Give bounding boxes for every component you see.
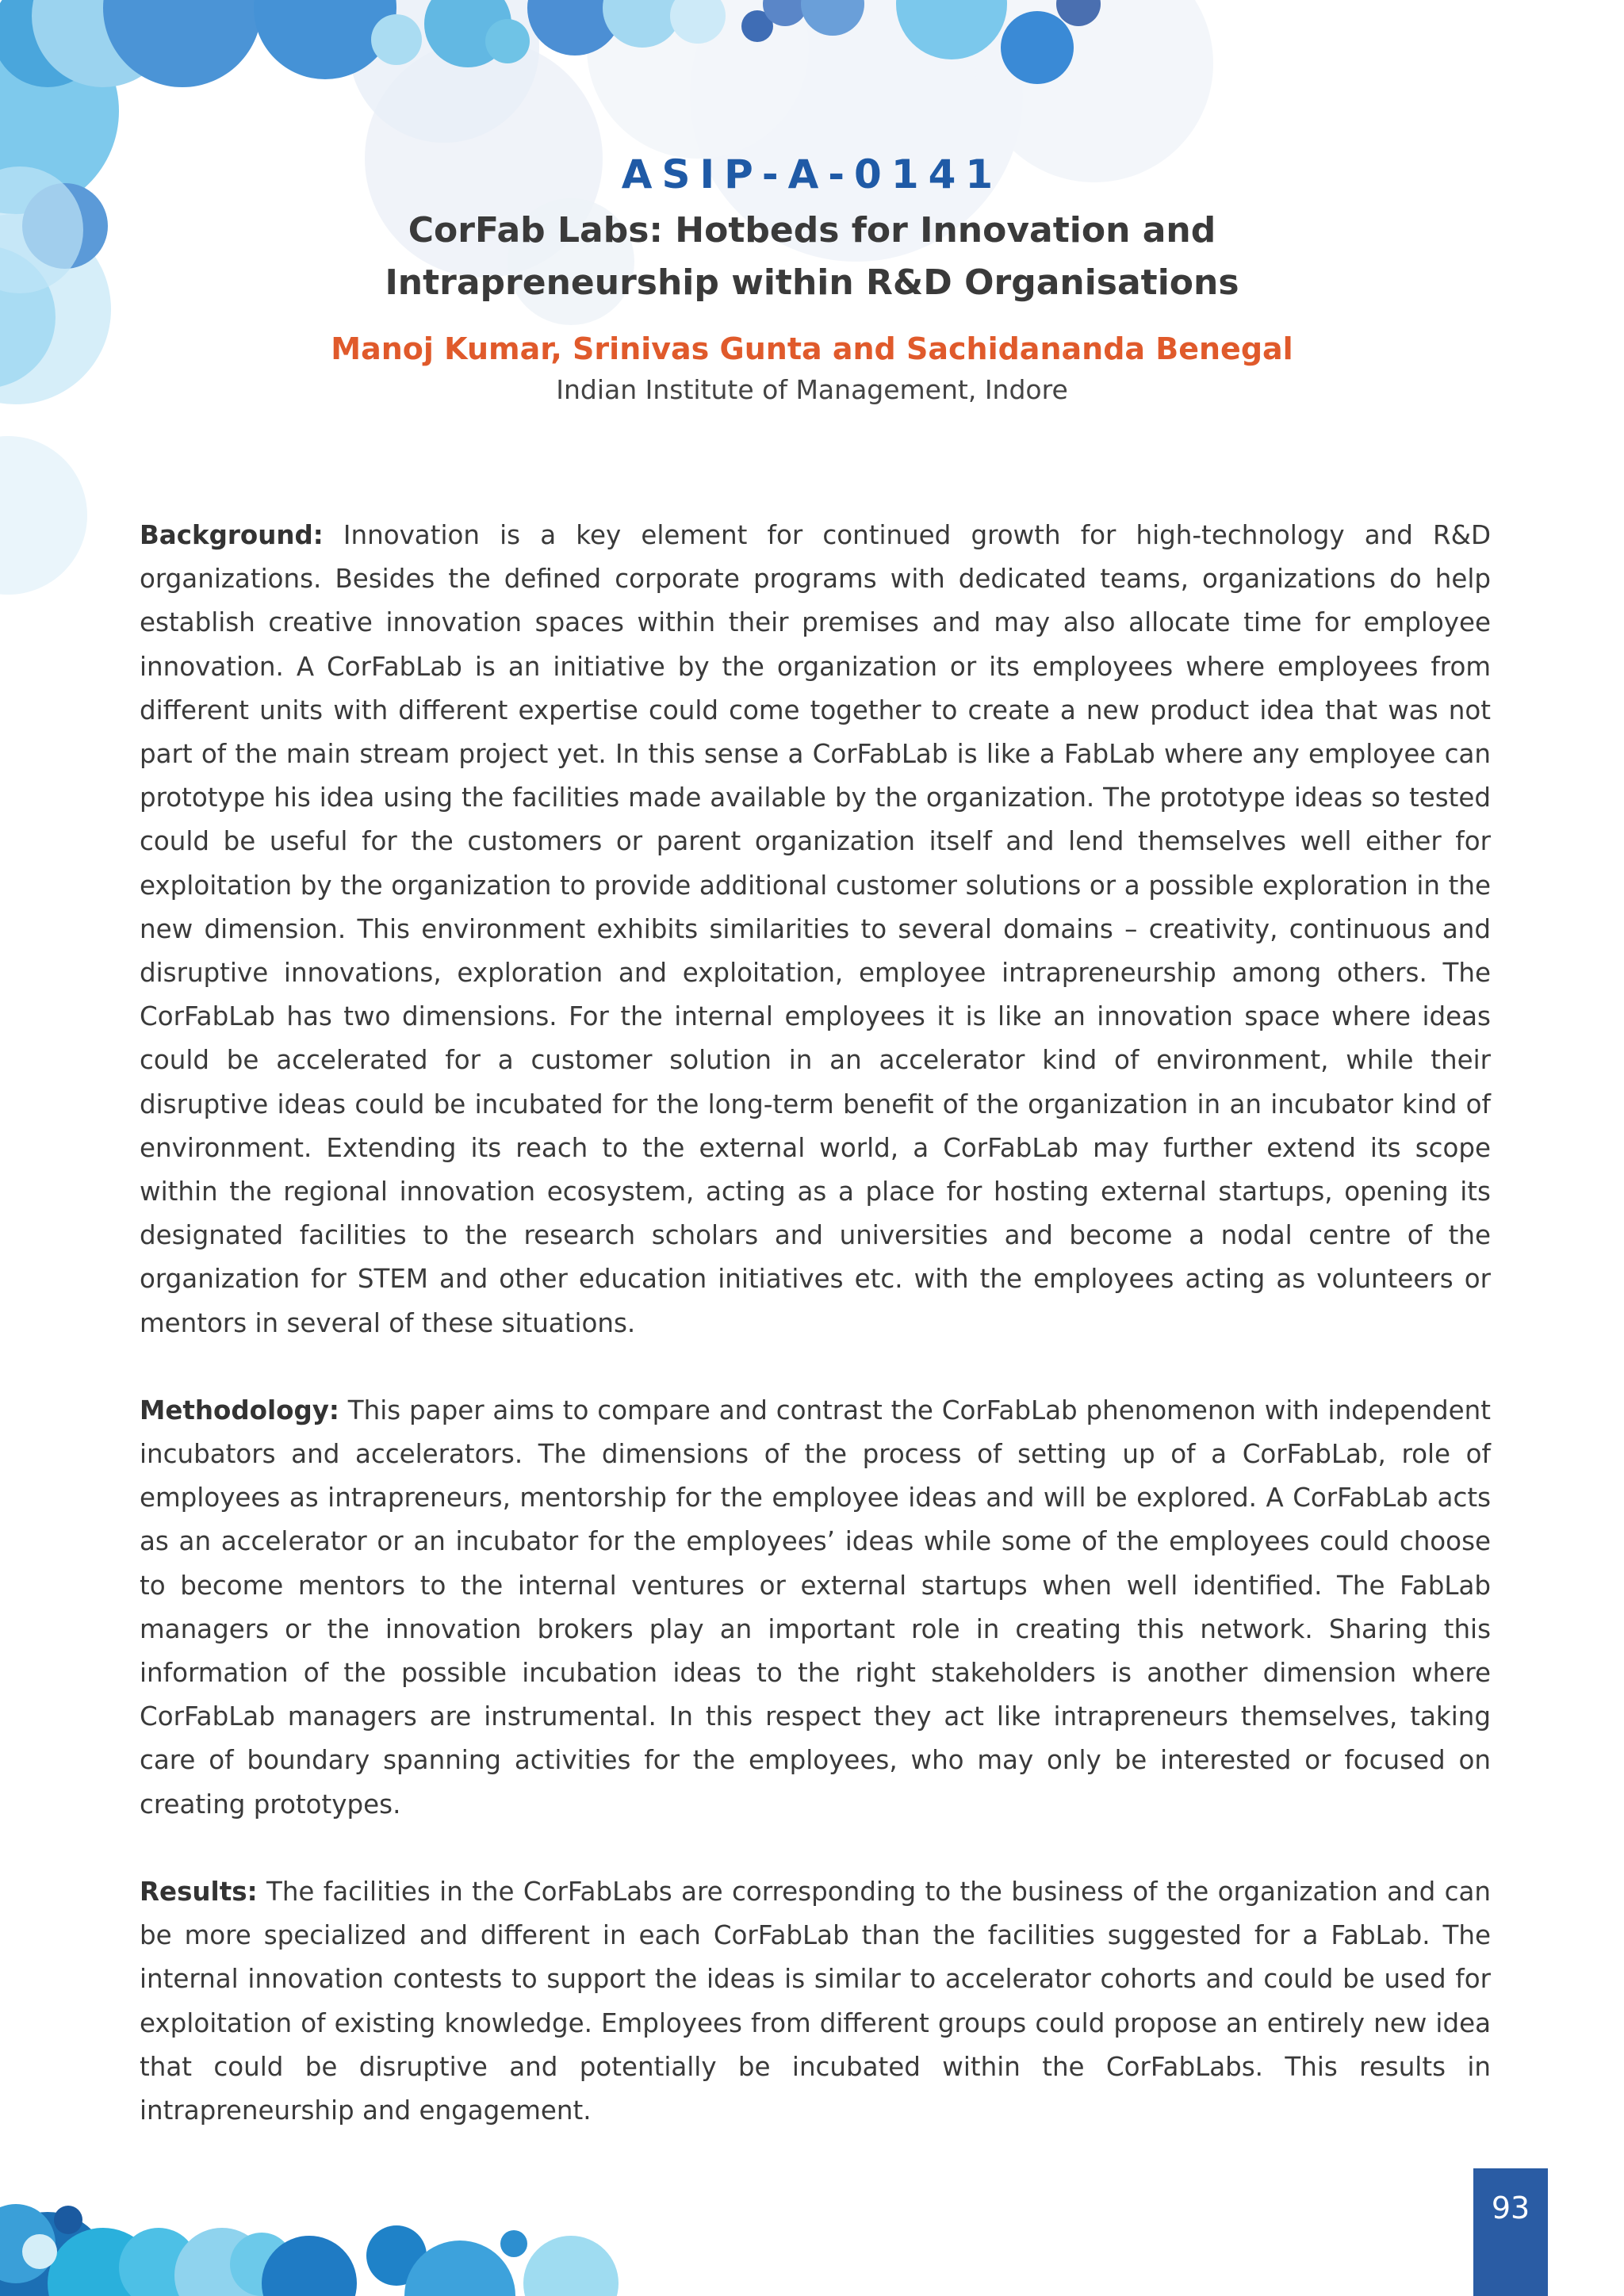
results-text: The facilities in the CorFabLabs are corresponding to the business of the organization and can be more specialized and different in each CorFabLab than the facilities suggested for a FabLab. The internal innovation contests to support the ideas is similar to accelerator cohorts and could be used for exploitation of existing knowledge. Employees from different groups could propose an entirely new idea that could be disruptive and potentially be incubated within the CorFabLabs. This results in intrapreneurship and engagement. [140, 1876, 1491, 2126]
background-label: Background: [140, 520, 324, 550]
background-section [140, 514, 1491, 1345]
bottom-bubbles [0, 2204, 619, 2296]
background-text: Innovation is a key element for continued growth for high-technology and R&D organizations. Besides the defined corporate programs with dedicated teams, organizations do help establish creative innovation spaces within their premises and may also allocate time for employee innovation. A CorFabLab is an initiative by the organization or its employees where employees from different units with different expertise could come together to create a new product idea that was not part of the main stream project yet. In this sense a CorFabLab is like a FabLab where any employee can prototype his idea using the facilities made available by the organization. The prototype ideas so tested could be useful for the customers or parent organization itself and lend themselves well either for exploitation by the organization to provide additional customer solutions or a possible exploration in the new dimension. This environment exhibits similarities to several domains – creativity, continuous and disruptive innovations, exploration and exploitation, employee intrapreneurship among others. The CorFabLab has two dimensions. For the internal employees it is like an innovation space where ideas could be accelerated for a customer solution in an accelerator kind of environment, while their disruptive ideas could be incubated for the long-term benefit of the organization in an incubator kind of environment. Extending its reach to the external world, a CorFabLab may further extend its scope within the regional innovation ecosystem, acting as a place for hosting external startups, opening its designated facilities to the research scholars and universities and become a nodal centre of the organization for STEM and other education initiatives etc. with the employees acting as volunteers or mentors in several of these situations. [140, 520, 1491, 1338]
results-section [140, 1870, 1491, 2133]
methodology-text: This paper aims to compare and contrast the CorFabLab phenomenon with independent incubators and accelerators. The dimensions of the process of setting up of a CorFabLab, role of employees as intrapreneurs, mentorship for the employee ideas and will be explored. A CorFabLab acts as an accelerator or an incubator for the employees’ ideas while some of the employees could choose to become mentors to the internal ventures or external startups when well identified. The FabLab managers or the innovation brokers play an important role in creating this network. Sharing this information of the possible incubation ideas to the right stakeholders is another dimension where CorFabLab managers are instrumental. In this respect they act like intrapreneurs themselves, taking care of boundary spanning activities for the employees, who may only be interested or focused on creating prototypes. [140, 1395, 1491, 1820]
affiliation: Indian Institute of Management, Indore [556, 374, 1068, 405]
paper-header [0, 151, 1624, 408]
results-label: Results: [140, 1876, 258, 1907]
page-number-badge [1473, 2168, 1548, 2296]
abstract-body [140, 514, 1491, 2176]
paper-id: ASIP-A-0141 [621, 151, 1003, 197]
author-list: Manoj Kumar, Srinivas Gunta and Sachidananda Benegal [331, 331, 1293, 366]
paper-title: CorFab Labs: Hotbeds for Innovation and Intrapreneurship within R&D Organisations [385, 210, 1239, 303]
methodology-label: Methodology: [140, 1395, 339, 1425]
page-number: 93 [1491, 2191, 1530, 2225]
methodology-section [140, 1389, 1491, 1827]
